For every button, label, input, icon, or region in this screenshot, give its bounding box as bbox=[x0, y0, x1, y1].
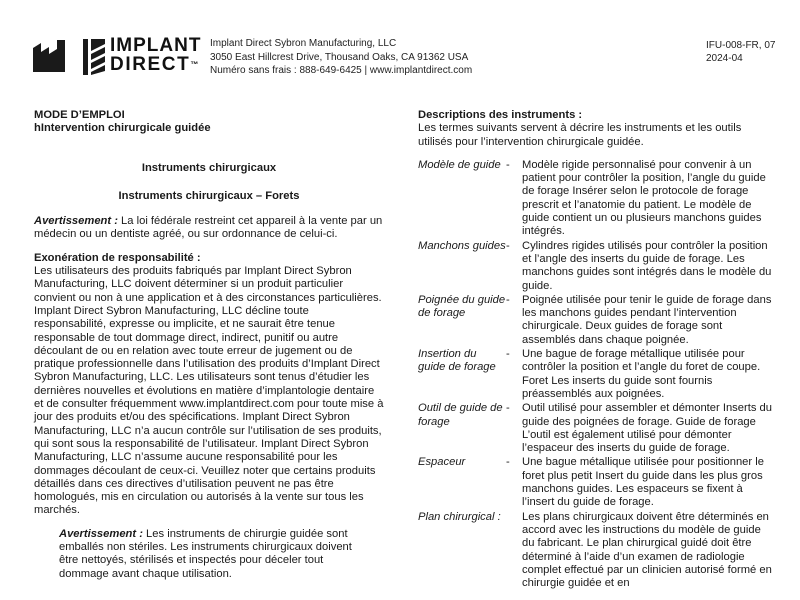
doc-id: IFU-008-FR, 07 bbox=[706, 40, 776, 51]
definition-description: Cylindres rigides utilisés pour contrôler la position et l’angle des inserts du guide de forage. Les manchons guides sont intégrés dans le modèle du guide. bbox=[522, 239, 772, 292]
definition-item bbox=[418, 456, 773, 509]
definition-dash: - bbox=[506, 456, 510, 469]
section-heading-drills: Instruments chirurgicaux – Forets bbox=[118, 189, 300, 202]
implant-direct-logo-icon bbox=[83, 39, 105, 75]
definition-term: Insertion du guide de forage bbox=[418, 348, 496, 374]
disclaimer-heading: Exonération de responsabilité : bbox=[34, 251, 201, 264]
definition-term: Espaceur bbox=[418, 456, 466, 469]
document-header bbox=[0, 0, 800, 90]
definition-description: Une bague métallique utilisée pour positionner le foret plus petit Insert du guide dans les plus gros manchons guides. Les espaceurs se fixent à l’insert du guide de forage. bbox=[522, 456, 764, 509]
definition-term: Poignée du guide de forage bbox=[418, 293, 506, 320]
descriptions-heading: Descriptions des instruments : bbox=[418, 109, 583, 121]
document-info bbox=[706, 39, 775, 65]
company-name: Implant Direct Sybron Manufacturing, LLC bbox=[210, 38, 397, 49]
definition-dash: - bbox=[506, 293, 510, 306]
section-heading-instruments: Instruments chirurgicaux bbox=[141, 161, 277, 174]
definition-dash bbox=[506, 511, 522, 591]
definition-term: Outil de guide de forage bbox=[418, 402, 503, 428]
warning-paragraph-2 bbox=[59, 528, 374, 581]
definition-dash: - bbox=[506, 402, 510, 415]
doc-date: 2024-04 bbox=[706, 53, 743, 64]
warning-text: La loi fédérale restreint cet appareil à la vente par un médecin ou un dentiste agréé, ou sur ordonnance de celui-ci. bbox=[34, 215, 383, 241]
company-address: 3050 East Hillcrest Drive, Thousand Oaks, CA 91362 USA bbox=[210, 51, 469, 63]
logo-tm: ™ bbox=[190, 60, 199, 69]
descriptions-intro: Les termes suivants servent à décrire les instruments et les outils utilisés pour l’intervention chirurgicale guidée. bbox=[418, 122, 742, 148]
definition-dash: - bbox=[506, 158, 510, 171]
warning-label: Avertissement : bbox=[34, 215, 118, 228]
definition-description: Outil utilisé pour assembler et démonter Inserts du guide des poignées de forage. Guide de forage L’outil est également utilisé pour démonter l’espaceur des inserts du guide de forage. bbox=[522, 402, 772, 455]
definitions-list bbox=[418, 159, 773, 591]
definition-description: Les plans chirurgicaux doivent être déterminés en accord avec les instructions du modèle de guide du fabricant. Le plan chirurgical guidé doit être déterminé à l’aide d’un examen de radiologie complet effectué par un clinicien autorisé formé en chirurgie guidée et en bbox=[522, 510, 772, 590]
disclaimer-text: Les utilisateurs des produits fabriqués par Implant Direct Sybron Manufacturing, LLC doivent déterminer si un produit particulier convient ou non à une application et à des circonstances particulières. Implant Direct Sybron Manufacturing, LLC décline toute responsabilité, expresse ou implicite, et ne saurait être tenue responsable de tout dommage direct, indirect, punitif ou autre découlant de ou en relation avec toute erreur de jugement ou de pratique professionnelle dans l’utilisation des produits d’Implant Direct Sybron Manufacturing, LLC. Les utilisateurs sont tenus d’étudier les dernières nouvelles et évolutions en matière d’implantologie dentaire et de consulter fréquemment www.implantdirect.com pour toute mise à jour des produits et/ou des spécifications. Implant Direct Sybron Manufacturing, LLC n’a aucun contrôle sur l’utilisation de ses produits, qui sont sous la responsabilité de l’utilisateur. Implant Direct Sybron Manufacturing, LLC n’assume aucune responsabilité pour les dommages découlant de ceux-ci. Veuillez noter que certains produits détaillés dans ces directives d’utilisation peuvent ne pas être homologués, mis en circulation ou autorisés à la vente sur tous les marchés. bbox=[34, 265, 384, 517]
definition-dash: - bbox=[506, 348, 510, 361]
warning-paragraph bbox=[34, 215, 384, 242]
warning2-label: Avertissement : bbox=[59, 527, 143, 540]
company-contact: Numéro sans frais : 888-649-6425 | www.implantdirect.com bbox=[210, 65, 473, 76]
right-column bbox=[418, 109, 773, 591]
company-logo bbox=[110, 36, 201, 74]
definition-item bbox=[418, 348, 773, 401]
logo-line2: DIRECT™ bbox=[110, 54, 199, 75]
definition-item bbox=[418, 159, 773, 239]
definition-term: Plan chirurgical : bbox=[418, 510, 501, 523]
logo-line1: IMPLANT bbox=[110, 35, 202, 56]
document-title: MODE D’EMPLOI bbox=[34, 109, 125, 121]
definition-item bbox=[418, 240, 773, 293]
document-subtitle: hIntervention chirurgicale guidée bbox=[34, 122, 211, 135]
company-info bbox=[210, 37, 472, 78]
left-column bbox=[34, 109, 384, 581]
definition-term: Manchons guides bbox=[418, 239, 506, 252]
definition-item bbox=[418, 511, 773, 591]
definition-description: Modèle rigide personnalisé pour convenir à un patient pour contrôler la position, l’angle du guide de forage Insérer selon le protocole de forage prescrit et l’anatomie du patient. Le modèle de guide contient un ou plusieurs manchons guides intégrés. bbox=[522, 158, 766, 238]
definition-item bbox=[418, 294, 773, 347]
definition-description: Une bague de forage métallique utilisée pour contrôler la position et l’angle du foret de coupe. Foret Les inserts du guide sont fournis préassemblés aux poignées. bbox=[522, 348, 761, 400]
definition-description: Poignée utilisée pour tenir le guide de forage dans les manchons guides pendant l’intervention chirurgicale. Deux guides de forage sont assemblés dans chaque poignée. bbox=[522, 293, 772, 346]
manufacturer-icon bbox=[33, 40, 69, 72]
definition-dash: - bbox=[506, 239, 510, 252]
definition-item bbox=[418, 402, 773, 455]
warning2-text: Les instruments de chirurgie guidée sont emballés non stériles. Les instruments chirurgicaux doivent être nettoyés, stérilisés et inspectés pour déceler tout dommage avant chaque utilisation. bbox=[59, 527, 352, 580]
definition-term: Modèle de guide bbox=[418, 158, 501, 171]
